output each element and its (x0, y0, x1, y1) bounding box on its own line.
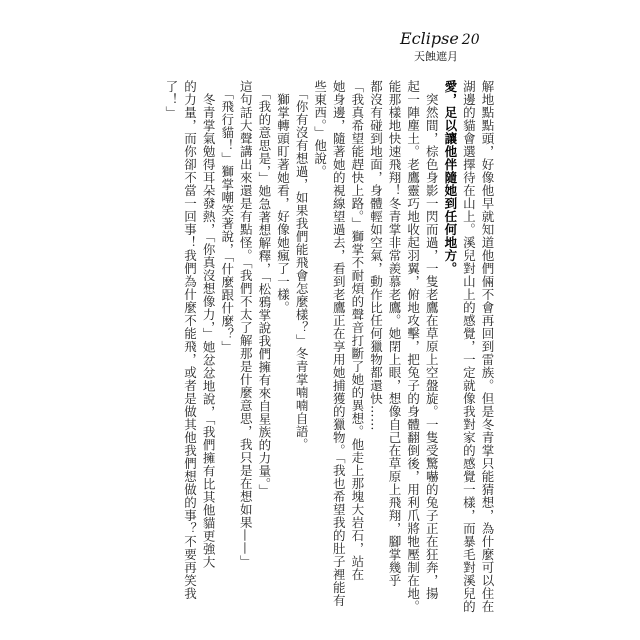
text-column: 起一陣塵土。老鷹靈巧地收起羽翼，俯地攻擊，把兔子的身體翻倒後，用利爪將牠壓制在地。 (405, 80, 421, 613)
text-column: 「我真希望能趕快上路。」獅掌不耐煩的聲音打斷了她的異想。他走上那塊大岩石，站在 (349, 80, 365, 581)
chapter-subtitle: 天蝕遮月 (414, 50, 458, 63)
text-column: 「你有沒有想過，如果我們能飛會怎麼樣？」冬青掌喃喃自語。 (294, 80, 310, 451)
text-column: 些東西。」他說。 (312, 80, 328, 178)
text-column: 「我的意思是，」她急著想解釋，「松鴉掌說我們擁有來自星族的力量。」 (256, 80, 272, 497)
text-column: 的力量，而你卻不當一回事！我們為什麼不能飛，或者是做其他我們想做的事？不要再笑我 (182, 80, 198, 600)
text-column: 她身邊，隨著她的視線望過去，看到老鷹正在享用她捕獲的獵物。「我也希望我的肚子裡能有 (331, 80, 347, 607)
header-title (400, 30, 500, 49)
book-title: Eclipse (400, 29, 459, 48)
text-column: 能那樣地快速飛翔！冬青掌非常羨慕老鷹。她閉上眼，想像自己在草原上飛翔，腳掌幾乎 (387, 80, 403, 587)
text-column: 冬青掌氣勉得耳朵發熱，「你真沒想像力，」她忿忿地說，「我們擁有比其他貓更強大 (201, 80, 217, 569)
vertical-body-text (163, 80, 496, 613)
text-column: 愛，足以讓他伴隨她到任何地方。 (442, 80, 458, 275)
text-column: 了！」 (163, 80, 179, 119)
page-number: 20 (461, 32, 480, 48)
text-column: 獅掌轉頭盯著她看，好像她瘋了一樣。 (275, 80, 291, 314)
text-column: 「飛行貓！」獅掌嘲笑著說，「什麼跟什麼？」 (219, 80, 235, 354)
text-column: 這句話大聲講出來還是有點怪。「我們不太了解那是什麼意思，我只是在想如果——」 (238, 80, 254, 568)
text-column: 都沒有碰到地面，身體輕如空氣，動作比任何獵物都還快…… (368, 80, 384, 431)
text-column: 湖邊的貓會選擇待在山上。溪兒對山上的感覺，一定就像我對家的感覺一樣，而暴毛對溪兒的 (461, 80, 477, 613)
text-column: 突然間，棕色身影一閃而過，一隻老鷹在草原上空盤旋。一隻受驚嚇的兔子正在狂奔，揚 (424, 80, 440, 600)
text-column: 解地點點頭，好像他早就知道他們倆不會再回到雷族。但是冬青掌只能猜想，為什麼可以住在 (480, 80, 495, 613)
